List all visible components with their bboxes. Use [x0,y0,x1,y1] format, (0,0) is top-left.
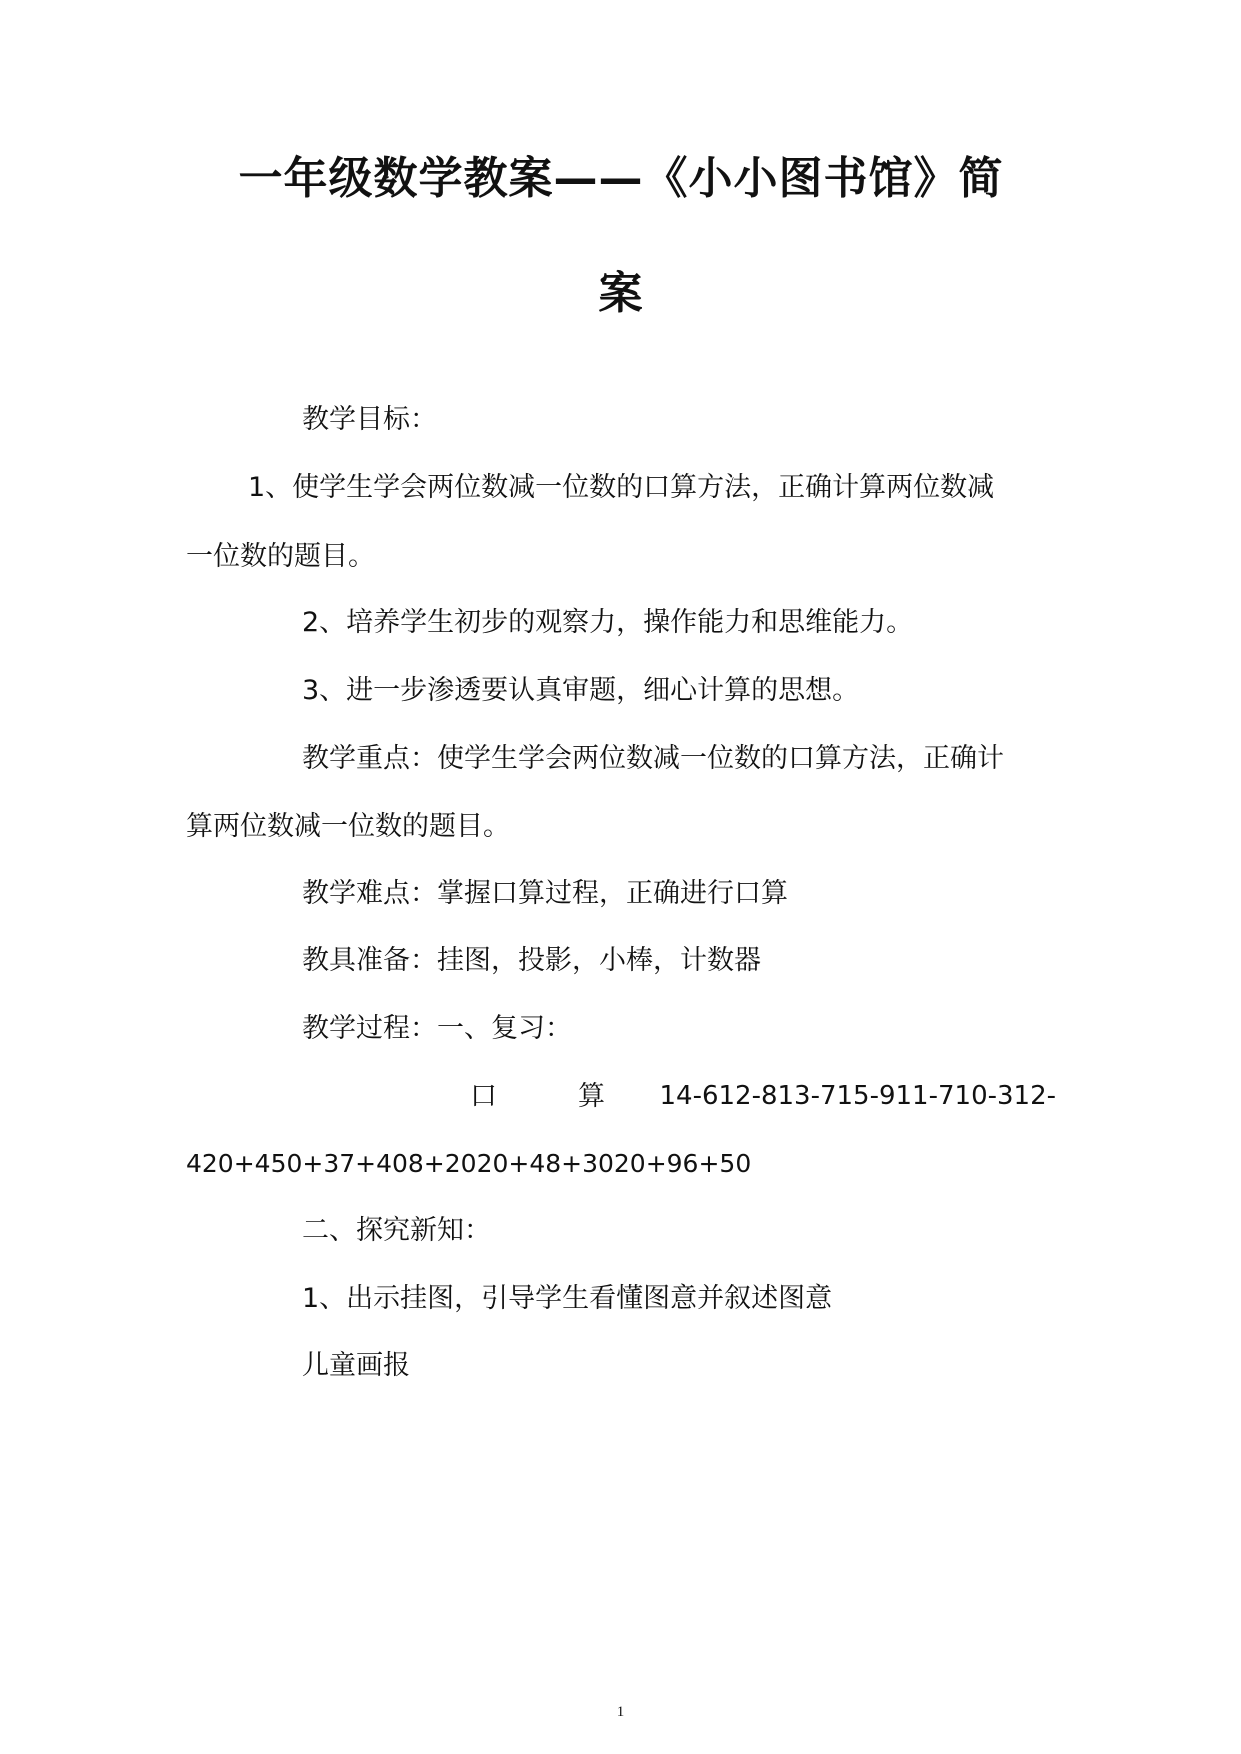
key-point-line-2: 算两位数减一位数的题目。 [186,811,510,842]
document-title-line-1: 一年级数学教案——《小小图书馆》简 [238,153,1004,204]
teaching-difficulty: 教学难点：掌握口算过程，正确进行口算 [302,878,788,909]
calc-label-2: 算 [578,1081,605,1112]
goal-3: 3、进一步渗透要认真审题，细心计算的思想。 [302,675,860,706]
teaching-tools: 教具准备：挂图，投影，小棒，计数器 [302,945,761,976]
step-1: 1、出示挂图，引导学生看懂图意并叙述图意 [302,1283,833,1314]
calc-numbers-line-1: 14-612-813-715-911-710-312- [659,1081,1056,1111]
step-1-item: 儿童画报 [302,1350,410,1381]
document-title-line-2: 案 [598,268,644,319]
key-point-line-1: 教学重点：使学生学会两位数减一位数的口算方法，正确计 [302,743,1004,774]
goal-2: 2、培养学生初步的观察力，操作能力和思维能力。 [302,607,914,638]
calc-numbers-line-2: 420+450+37+408+2020+48+3020+96+50 [186,1149,752,1178]
goal-1-line-1: 1、使学生学会两位数减一位数的口算方法，正确计算两位数减 [248,472,995,503]
teaching-process: 教学过程：一、复习： [302,1013,572,1044]
goal-1-line-2: 一位数的题目。 [186,541,375,572]
goal-heading: 教学目标： [302,404,437,435]
calc-label-1: 口 [470,1081,497,1112]
section-explore-new: 二、探究新知： [302,1215,491,1246]
page-number: 1 [616,1704,625,1720]
